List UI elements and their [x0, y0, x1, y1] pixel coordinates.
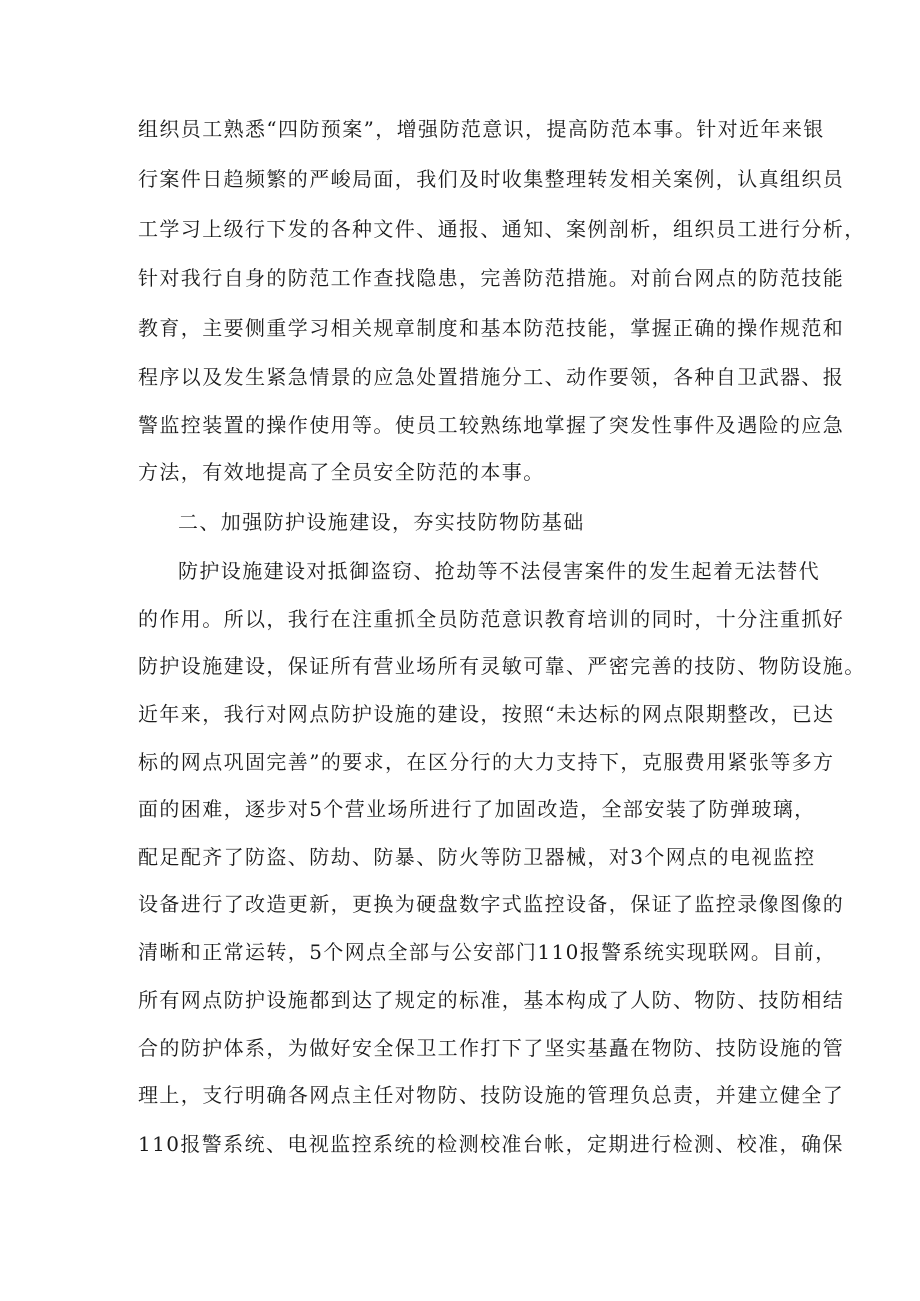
paragraph-line: 近年来，我行对网点防护设施的建设，按照“未达标的网点限期整改，已达: [138, 702, 835, 726]
paragraph-line: 设备进行了改造更新，更换为硬盘数字式监控设备，保证了监控录像图像的: [138, 892, 845, 916]
paragraph-line: 清晰和正常运转，5个网点全部与公安部门110报警系统实现联网。目前，: [138, 940, 837, 964]
text-line: 方法，有效地提高了全员安全防范的本事。: [138, 460, 545, 484]
paragraph-line: 的作用。所以，我行在注重抓全员防范意识教育培训的同时，十分注重抓好: [138, 607, 845, 631]
text-line: 程序以及发生紧急情景的应急处置措施分工、动作要领，各种自卫武器、报: [138, 365, 845, 389]
paragraph-line: 理上，支行明确各网点主任对物防、技防设施的管理负总责，并建立健全了: [138, 1083, 845, 1107]
text-line: 警监控装置的操作使用等。使员工较熟练地掌握了突发性事件及遇险的应急: [138, 413, 845, 437]
text-line: 针对我行自身的防范工作查找隐患，完善防范措施。对前台网点的防范技能: [138, 266, 845, 290]
paragraph-line: 合的防护体系，为做好安全保卫工作打下了坚实基矗在物防、技防设施的管: [138, 1036, 845, 1060]
paragraph-line: 110报警系统、电视监控系统的检测校准台帐，定期进行检测、校准，确保: [138, 1132, 844, 1156]
paragraph-line: 配足配齐了防盗、防劫、防暴、防火等防卫器械，对3个网点的电视监控: [138, 845, 816, 869]
paragraph-line: 所有网点防护设施都到达了规定的标准，基本构成了人防、物防、技防相结: [138, 988, 845, 1012]
section-heading: 二、加强防护设施建设，夯实技防物防基础: [178, 510, 585, 534]
text-line: 工学习上级行下发的各种文件、通报、通知、案例剖析，组织员工进行分析，: [138, 217, 866, 241]
text-line: 组织员工熟悉“四防预案”，增强防范意识，提高防范本事。针对近年来银: [138, 117, 825, 141]
text-line: 教育，主要侧重学习相关规章制度和基本防范技能，掌握正确的操作规范和: [138, 316, 845, 340]
paragraph-line: 防护设施建设对抵御盗窃、抢劫等不法侵害案件的发生起着无法替代: [178, 559, 820, 583]
paragraph-line: 防护设施建设，保证所有营业场所有灵敏可靠、严密完善的技防、物防设施。: [138, 654, 866, 678]
paragraph-line: 面的困难，逐步对5个营业场所进行了加固改造，全部安装了防弹玻璃，: [138, 797, 816, 821]
text-line: 行案件日趋频繁的严峻局面，我们及时收集整理转发相关案例，认真组织员: [138, 167, 845, 191]
paragraph-line: 标的网点巩固完善”的要求，在区分行的大力支持下，克服费用紧张等多方: [138, 750, 835, 774]
